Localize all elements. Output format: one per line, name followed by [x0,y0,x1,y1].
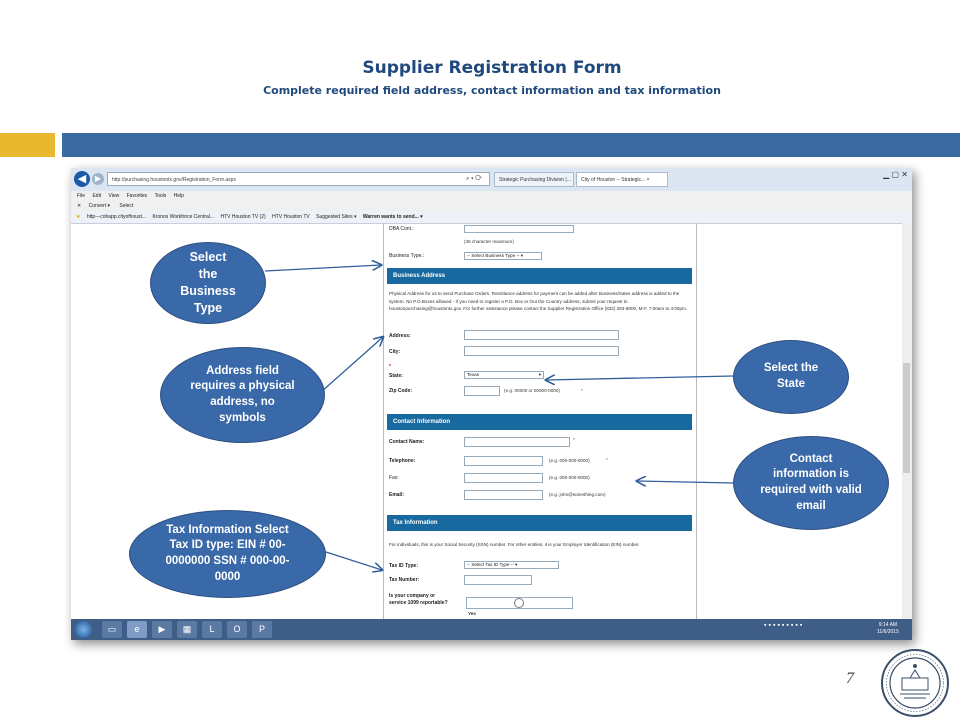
system-tray-icons[interactable]: ▪▪▪▪▪▪▪▪▪ [764,622,805,629]
callout-address: Address field requires a physical address, no symbols [160,347,325,443]
outlook-icon[interactable]: O [227,621,247,638]
telephone-label: Telephone: [389,458,416,464]
favorites-star-icon[interactable]: ★ [76,214,81,220]
state-value: Texas [467,372,479,377]
back-icon[interactable]: ◀ [74,171,90,187]
arrow-contact [637,481,733,483]
state-required-mark: * [389,364,391,370]
city-label: City: [389,349,401,355]
tax-number-label: Tax Number: [389,577,420,583]
dba-hint: (35 character maximum) [464,239,514,244]
contact-information-header: Contact Information [387,414,692,430]
powerpoint-icon[interactable]: P [252,621,272,638]
reportable-yes: Yes [468,611,476,616]
state-label: State: [389,373,403,379]
contact-name-required-mark: * [573,437,575,442]
email-hint: (e.g. john@something.com) [549,492,606,497]
clock-time: 9:14 AM [878,622,898,628]
menu-help[interactable]: Help [173,193,184,199]
slide-subtitle: Complete required field address, contact information and tax information [263,84,721,97]
zip-required-mark: * [581,388,583,393]
fax-label: Fax: [389,475,399,481]
tab-city-of-houston[interactable]: City of Houston -- Strategic... × [576,172,668,187]
business-type-select[interactable]: -- Select Business Type -- ▾ [464,252,542,260]
window-controls[interactable]: ▁ ▢ ✕ [883,170,908,179]
address-bar[interactable]: http://purchasing.houstontx.gov/Registration_Form.aspx [107,172,490,186]
callout-tax: Tax Information Select Tax ID type: EIN # 00-0000000 SSN # 000-00-0000 [129,510,326,598]
menu-tools[interactable]: Tools [154,193,167,199]
refresh-icon[interactable]: ⌕ ▾ ⟳ [466,176,482,182]
business-address-note: Physical Address for us to send Purchase Orders. Remittance address for payment can be added after Business/Sales address is added to the system. No P.O.Boxes allowed - If you need to register a P.O. Box or Out the Country address, submit your request to houstonpurchasing@houstontx.gov. For further assistance please contact the Supplier Registration Office (832) 393-8800, M-F, 7:00am to 4:00pm. [389,291,688,311]
business-address-header: Business Address [387,268,692,284]
tax-id-type-label: Tax ID Type: [389,563,418,569]
arrow-tax [326,552,382,570]
dba-label: DBA Cont.: [389,226,414,232]
fav-item-htv[interactable]: HTV Houston TV [272,214,310,220]
menu-view[interactable]: View [108,193,120,199]
arrow-business-type [265,265,381,271]
menu-edit[interactable]: Edit [92,193,102,199]
file-explorer-icon[interactable]: ▭ [102,621,122,638]
menu-file[interactable]: File [77,193,86,199]
tax-information-header: Tax Information [387,515,692,531]
contact-name-label: Contact Name: [389,439,425,445]
menu-favorites[interactable]: Favorites [126,193,148,199]
zip-hint: (e.g. 00000 or 00000-0000) [504,388,560,393]
fav-item-kronos[interactable]: Kronos Workforce Central... [152,214,215,220]
callout-contact: Contact information is required with valid email [733,436,889,530]
tab-strategic-purchasing[interactable]: Strategic Purchasing Division |... [494,172,574,187]
tax-id-type-select[interactable]: -- Select Tax ID Type -- ▾ [464,561,559,569]
tax-note: For individuals, this is your Social Security (SSN) number. For other entities, it is your Employer Identification (EIN) number. [389,542,640,547]
close-icon[interactable]: ✕ [77,203,82,209]
arrow-state [546,376,733,380]
select-button[interactable]: Select [119,203,134,209]
lync-icon[interactable]: L [202,621,222,638]
page-number: 7 [846,670,854,687]
email-label: Email: [389,492,405,498]
internet-explorer-icon[interactable]: e [127,621,147,638]
business-type-label: Business Type.: [389,253,425,259]
reportable-label-line-1: Is your company or [389,593,436,599]
calculator-icon[interactable]: ▦ [177,621,197,638]
media-player-icon[interactable]: ▶ [152,621,172,638]
callout-state: Select the State [733,340,849,414]
clock-date: 11/6/2015 [877,629,899,635]
reportable-label-line-2: service 1099 reportable? [389,600,448,606]
convert-button[interactable]: Convert ▾ [88,203,110,209]
fav-item-warren[interactable]: Warren wants to send... ▾ [362,214,423,220]
fav-item-suggested[interactable]: Suggested Sites ▾ [316,214,357,220]
chevron-down-icon: ▾ [538,372,541,377]
slide-title: Supplier Registration Form [362,58,622,78]
zip-label: Zip Code: [389,388,413,394]
fav-item-htv-2[interactable]: HTV Houston TV (2) [220,214,266,220]
callout-business-type: Select the Business Type [150,242,266,324]
telephone-required-mark: * [606,457,608,462]
fax-hint: (e.g. 000-000-0000) [549,475,590,480]
forward-icon[interactable]: ▶ [92,173,104,185]
city-seal-icon [880,648,950,718]
arrow-address [321,337,383,392]
telephone-hint: (e.g. 000-000-0000) [549,458,590,463]
address-label: Address: [389,333,411,339]
fav-item-cohapp[interactable]: http---cohapp.cityofhoust... [86,214,147,220]
